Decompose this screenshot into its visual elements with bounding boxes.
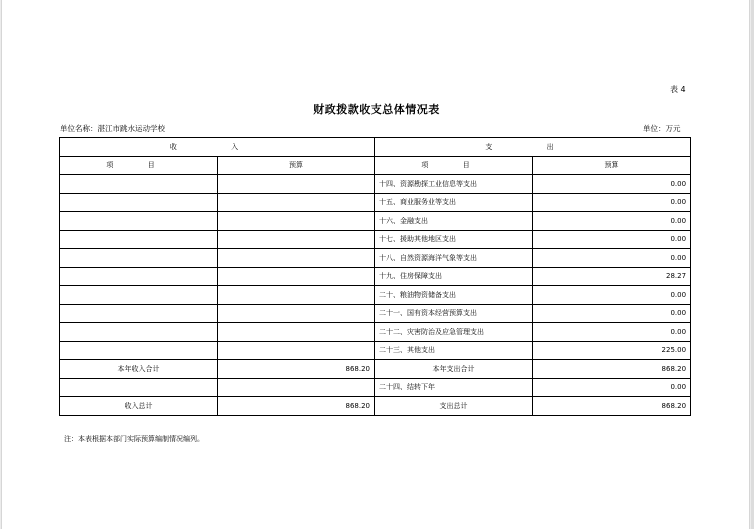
income-budget-cell <box>218 249 375 268</box>
expense-budget-cell: 0.00 <box>533 212 691 231</box>
table-row <box>60 304 691 323</box>
income-budget-cell <box>218 230 375 249</box>
carry-income-item <box>60 378 218 397</box>
table-number: 表 4 <box>670 85 686 94</box>
table-row <box>60 175 691 194</box>
income-grand-total-label: 收入总计 <box>60 397 218 416</box>
expense-budget-cell: 0.00 <box>533 286 691 305</box>
expense-item-cell: 二十一、国有资本经营预算支出 <box>375 304 533 323</box>
table-row <box>60 267 691 286</box>
expense-budget-cell: 28.27 <box>533 267 691 286</box>
column-header-row <box>60 156 691 175</box>
income-item-cell <box>60 304 218 323</box>
income-item-cell <box>60 193 218 212</box>
income-budget-cell <box>218 323 375 342</box>
unit-name: 单位名称：湛江市跳水运动学校 <box>60 124 165 133</box>
expense-item-cell: 二十二、灾害防治及应急管理支出 <box>375 323 533 342</box>
table-row <box>60 286 691 305</box>
income-header: 收 入 <box>60 138 375 157</box>
expense-item-cell: 十六、金融支出 <box>375 212 533 231</box>
table-row <box>60 193 691 212</box>
table-row <box>60 230 691 249</box>
expense-grand-total-label: 支出总计 <box>375 397 533 416</box>
income-item-cell <box>60 249 218 268</box>
document-page <box>1 0 750 529</box>
carry-forward-value: 0.00 <box>533 378 691 397</box>
income-item-cell <box>60 341 218 360</box>
income-budget-cell <box>218 267 375 286</box>
expense-item-cell: 十五、商业服务业等支出 <box>375 193 533 212</box>
currency-unit: 单位：万元 <box>643 124 681 133</box>
expense-budget-cell: 0.00 <box>533 249 691 268</box>
expense-item-cell: 二十三、其他支出 <box>375 341 533 360</box>
carry-income-budget <box>218 378 375 397</box>
income-budget-cell <box>218 175 375 194</box>
expense-header: 支 出 <box>375 138 691 157</box>
year-expense-total-label: 本年支出合计 <box>375 360 533 379</box>
expense-budget-cell: 225.00 <box>533 341 691 360</box>
table-row <box>60 212 691 231</box>
income-item-header: 项 目 <box>60 156 218 175</box>
income-budget-cell <box>218 286 375 305</box>
income-item-cell <box>60 175 218 194</box>
expense-item-cell: 十八、自然资源海洋气象等支出 <box>375 249 533 268</box>
carry-forward-row <box>60 378 691 397</box>
document-title: 财政拨款收支总体情况表 <box>313 103 440 116</box>
grand-total-row <box>60 397 691 416</box>
income-grand-total-value: 868.20 <box>218 397 375 416</box>
expense-item-cell: 二十、粮油物资储备支出 <box>375 286 533 305</box>
income-budget-cell <box>218 193 375 212</box>
expense-budget-cell: 0.00 <box>533 323 691 342</box>
income-budget-header: 预算 <box>218 156 375 175</box>
expense-item-header: 项 目 <box>375 156 533 175</box>
table-row <box>60 341 691 360</box>
carry-forward-label: 二十四、结转下年 <box>375 378 533 397</box>
year-expense-total-value: 868.20 <box>533 360 691 379</box>
expense-budget-header: 预算 <box>533 156 691 175</box>
income-budget-cell <box>218 304 375 323</box>
table-row <box>60 323 691 342</box>
income-budget-cell <box>218 212 375 231</box>
income-item-cell <box>60 230 218 249</box>
year-income-total-label: 本年收入合计 <box>60 360 218 379</box>
expense-item-cell: 十七、援助其他地区支出 <box>375 230 533 249</box>
expense-item-cell: 十四、资源勘探工业信息等支出 <box>375 175 533 194</box>
income-item-cell <box>60 286 218 305</box>
income-item-cell <box>60 212 218 231</box>
expense-budget-cell: 0.00 <box>533 304 691 323</box>
expense-budget-cell: 0.00 <box>533 175 691 194</box>
year-income-total-value: 868.20 <box>218 360 375 379</box>
income-item-cell <box>60 267 218 286</box>
table-row <box>60 249 691 268</box>
footnote: 注：本表根据本部门实际预算编制情况编列。 <box>64 435 204 443</box>
income-budget-cell <box>218 341 375 360</box>
expense-budget-cell: 0.00 <box>533 230 691 249</box>
year-total-row <box>60 360 691 379</box>
finance-table <box>59 137 691 416</box>
section-header-row <box>60 138 691 157</box>
income-item-cell <box>60 323 218 342</box>
expense-budget-cell: 0.00 <box>533 193 691 212</box>
expense-item-cell: 十九、住房保障支出 <box>375 267 533 286</box>
expense-grand-total-value: 868.20 <box>533 397 691 416</box>
